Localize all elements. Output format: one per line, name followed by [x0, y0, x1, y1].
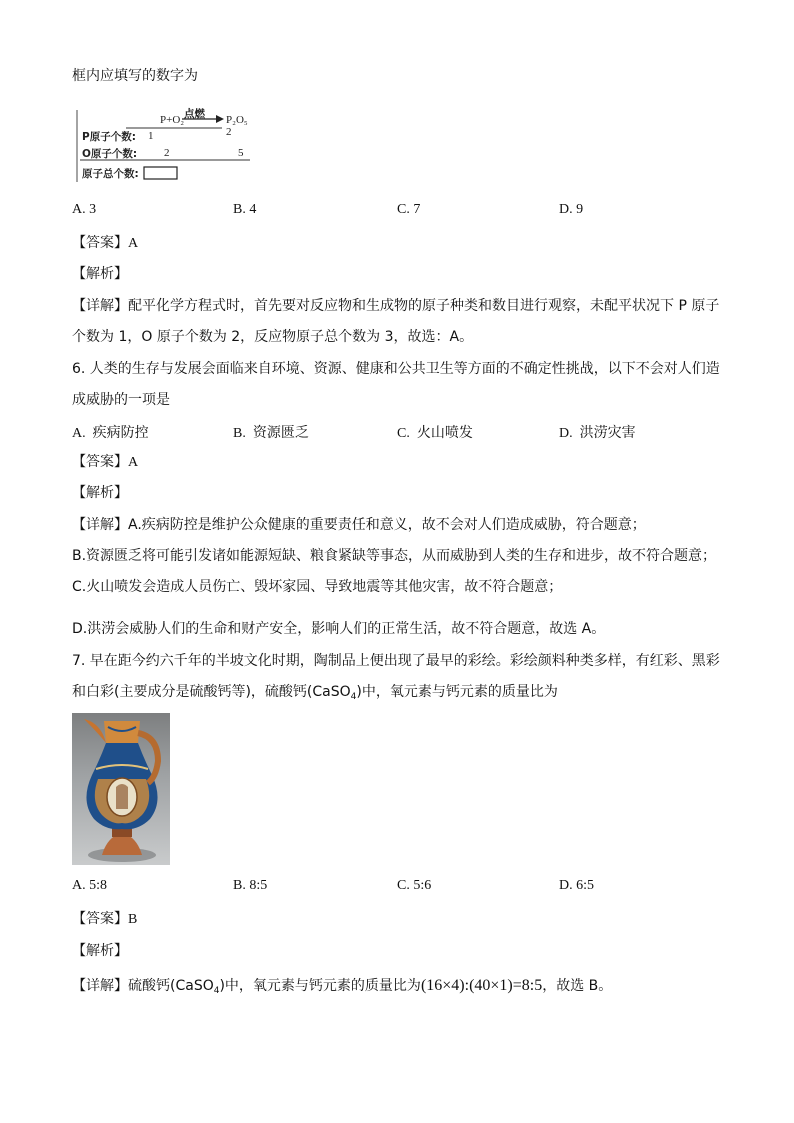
q6-answer: 【答案】A [72, 454, 139, 470]
q7-stem-line2: 和白彩(主要成分是硫酸钙等)，硫酸钙(CaSO$_4$)中，氧元素与钙元素的质量比为 [72, 684, 558, 702]
q5-detail-line1: 【详解】配平化学方程式时，首先要对反应物和生成物的原子种类和数目进行观察，未配平状况下 P 原子 [72, 298, 720, 314]
diagram-row2-label: O原子个数: [82, 148, 138, 160]
q5-detail-line2: 个数为 1，O 原子个数为 2，反应物原子总个数为 3，故选：A。 [72, 329, 474, 345]
q7-option-c[interactable]: C. 5:6 [397, 878, 432, 893]
q6-detail-line2: B.资源匮乏将可能引发诸如能源短缺、粮食紧缺等事态，从而威胁到人类的生存和进步，故不符合题意； [72, 548, 717, 564]
q7-analysis-label: 【解析】 [72, 943, 128, 959]
q7-stem-line1: 7. 早在距今约六千年的半坡文化时期，陶制品上便出现了最早的彩绘。彩绘颜料种类多样，有红彩、黑彩 [72, 653, 720, 669]
q5-answer: 【答案】A [72, 235, 139, 251]
q5-option-a[interactable]: A. 3 [72, 202, 97, 217]
q6-option-c[interactable]: C. 火山喷发 [397, 425, 473, 441]
q7-option-b[interactable]: B. 8:5 [233, 878, 268, 893]
q6-stem-line1: 6. 人类的生存与发展会面临来自环境、资源、健康和公共卫生等方面的不确定性挑战，以下不会对人们造 [72, 361, 720, 377]
q6-options [72, 422, 732, 442]
q7-answer: 【答案】B [72, 911, 138, 927]
q6-detail-line3: C.火山喷发会造成人员伤亡、毁坏家园、导致地震等其他灾害，故不符合题意； [72, 579, 563, 595]
diagram-row2-right: 5 [238, 147, 244, 159]
q7-detail: 【详解】硫酸钙(CaSO$_4$)中，氧元素与钙元素的质量比为(16×4):(40×1)=8:5，故选 B。 [72, 977, 613, 996]
vase-photo [72, 713, 170, 865]
diagram-row1-left: 1 [148, 130, 154, 142]
q6-detail-line1: 【详解】A.疾病防控是维护公众健康的重要责任和意义，故不会对人们造成威胁，符合题意； [72, 517, 646, 533]
q6-detail-line4: D.洪涝会威胁人们的生命和财产安全，影响人们的正常生活，故不符合题意，故选 A。 [72, 621, 606, 637]
q5-options [72, 202, 732, 222]
reaction-right: P₂O₅ [226, 114, 248, 126]
q6-option-a[interactable]: A. 疾病防控 [72, 425, 149, 441]
q7-option-a[interactable]: A. 5:8 [72, 878, 108, 893]
diagram-row1-right: 2 [226, 126, 232, 138]
q7-options [72, 878, 732, 898]
reaction-condition: 点燃 [184, 108, 205, 120]
q5-option-c[interactable]: C. 7 [397, 202, 421, 217]
diagram-row1-label: P原子个数: [82, 131, 136, 143]
q6-option-b[interactable]: B. 资源匮乏 [233, 425, 309, 441]
diagram-row3-label: 原子总个数: [82, 168, 139, 180]
q5-option-d[interactable]: D. 9 [559, 202, 584, 217]
vase-illustration [72, 713, 170, 865]
reaction-left: P+O₂ [160, 114, 185, 126]
diagram-row2-left: 2 [164, 147, 170, 159]
q6-stem-line2: 成威胁的一项是 [72, 392, 170, 408]
q7-option-d[interactable]: D. 6:5 [559, 878, 595, 893]
q5-analysis-label: 【解析】 [72, 266, 128, 282]
q6-analysis-label: 【解析】 [72, 485, 128, 501]
q5-option-b[interactable]: B. 4 [233, 202, 257, 217]
q6-option-d[interactable]: D. 洪涝灾害 [559, 425, 636, 441]
q7-detail-formula: (16×4):(40×1)=8:5 [420, 977, 543, 994]
reaction-diagram [74, 102, 254, 186]
q5-stem-tail: 框内应填写的数字为 [72, 68, 198, 84]
